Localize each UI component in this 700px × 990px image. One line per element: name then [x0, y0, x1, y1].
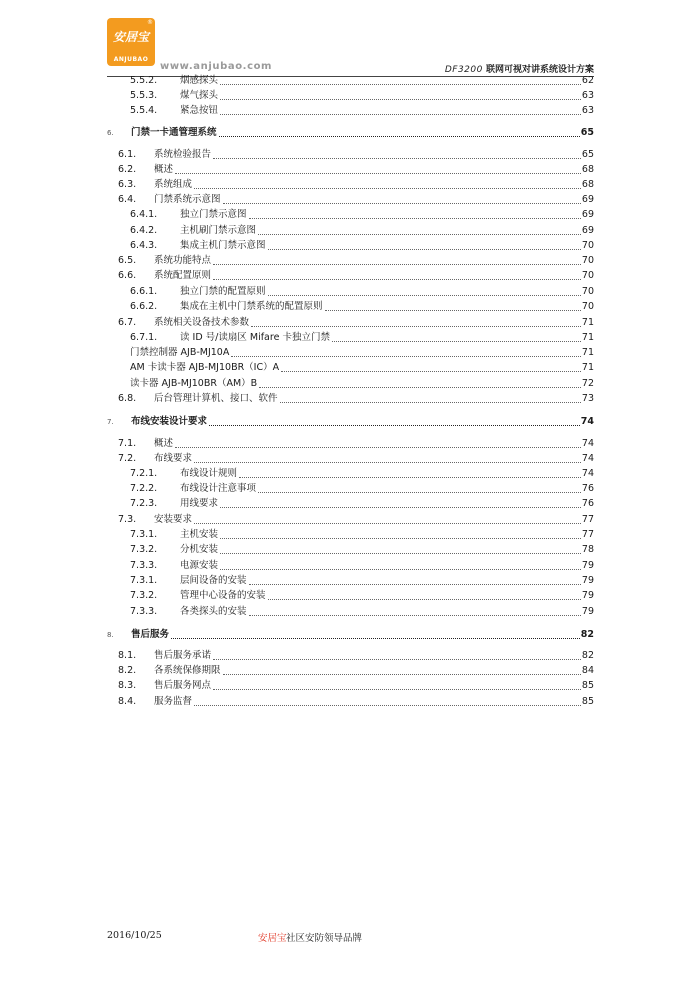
toc-entry[interactable]: [0, 285, 700, 299]
toc-entry-title: 主机刷门禁示意图: [180, 225, 257, 236]
registered-mark: ®: [147, 19, 153, 26]
toc-entry-page: 71: [581, 362, 594, 373]
toc-entry-page: 74: [581, 468, 594, 479]
toc-dot-leader: [209, 425, 580, 426]
toc-entry-title: 系统配置原则: [154, 270, 212, 281]
toc-entry[interactable]: [0, 679, 700, 693]
toc-dot-leader: [258, 234, 581, 235]
toc-dot-leader: [223, 674, 581, 675]
toc-entry-title: 系统相关设备技术参数: [154, 317, 250, 328]
toc-dot-leader: [249, 218, 581, 219]
toc-entry-number: 7.3.3.: [130, 606, 158, 617]
toc-entry-page: 72: [581, 378, 594, 389]
toc-entry[interactable]: [0, 392, 700, 406]
toc-entry-title: 分机安装: [180, 544, 219, 555]
toc-entry-page: 70: [581, 255, 594, 266]
toc-entry-title: 系统功能特点: [154, 255, 212, 266]
toc-entry-page: 70: [581, 286, 594, 297]
toc-entry[interactable]: [0, 224, 700, 238]
toc-entry-title: 布线设计注意事项: [180, 483, 257, 494]
logo-text: 安居宝: [112, 30, 149, 44]
toc-entry-page: 84: [581, 665, 594, 676]
toc-entry-page: 74: [581, 438, 594, 449]
toc-entry[interactable]: [0, 193, 700, 207]
toc-dot-leader: [213, 158, 581, 159]
toc-dot-leader: [220, 114, 581, 115]
toc-entry-page: 68: [581, 164, 594, 175]
toc-dot-leader: [220, 569, 581, 570]
toc-entry[interactable]: [0, 89, 700, 103]
toc-entry-number: 6.4.: [118, 194, 137, 205]
toc-dot-leader: [175, 173, 581, 174]
toc-entry-page: 79: [581, 560, 594, 571]
toc-entry-number: 7.2.1.: [130, 468, 158, 479]
toc-entry[interactable]: [0, 148, 700, 162]
toc-entry-number: 6.4.3.: [130, 240, 158, 251]
toc-entry-number: 6.6.: [118, 270, 137, 281]
toc-entry-page: 79: [581, 606, 594, 617]
toc-dot-leader: [219, 136, 580, 137]
toc-entry-number: 7.2.3.: [130, 498, 158, 509]
toc-entry-title: 各系统保修期限: [154, 665, 221, 676]
toc-dot-leader: [239, 477, 581, 478]
toc-entry[interactable]: [0, 437, 700, 451]
toc-entry-page: 63: [581, 90, 594, 101]
toc-entry-title: 独立门禁的配置原则: [180, 286, 266, 297]
logo-subtext: ANJUBAO: [113, 56, 149, 63]
toc-entry-number: 8.3.: [118, 680, 137, 691]
toc-entry-title: 概述: [154, 164, 174, 175]
toc-entry[interactable]: [0, 331, 700, 345]
toc-entry-number: 8.1.: [118, 650, 137, 661]
toc-entry-page: 68: [581, 179, 594, 190]
toc-entry-number: 6.1.: [118, 149, 137, 160]
toc-entry-number: 6.4.2.: [130, 225, 158, 236]
toc-dot-leader: [280, 402, 581, 403]
toc-dot-leader: [325, 310, 581, 311]
toc-entry-page: 70: [581, 270, 594, 281]
toc-entry-number: 5.5.2.: [130, 75, 158, 86]
toc-entry[interactable]: [0, 208, 700, 222]
toc-entry-number: 6.5.: [118, 255, 137, 266]
toc-entry-page: 82: [580, 629, 594, 640]
toc-entry-page: 69: [581, 194, 594, 205]
toc-entry[interactable]: [0, 605, 700, 619]
footer-brand: 安居宝: [258, 933, 287, 944]
toc-entry[interactable]: [0, 163, 700, 177]
toc-dot-leader: [220, 538, 581, 539]
toc-entry[interactable]: [0, 316, 700, 330]
toc-entry-page: 74: [581, 453, 594, 464]
toc-entry-number: 8.2.: [118, 665, 137, 676]
toc-entry[interactable]: [0, 589, 700, 603]
toc-dot-leader: [194, 188, 581, 189]
company-logo: [107, 18, 155, 66]
toc-entry-title: 概述: [154, 438, 174, 449]
toc-entry-number: 6.6.1.: [130, 286, 158, 297]
toc-entry-title: 服务监督: [154, 696, 193, 707]
toc-entry-page: 70: [581, 301, 594, 312]
toc-entry-number: 5.5.4.: [130, 105, 158, 116]
toc-entry-page: 74: [580, 416, 594, 427]
toc-entry[interactable]: [0, 361, 700, 375]
toc-entry-number: 6.8.: [118, 393, 137, 404]
toc-dot-leader: [268, 599, 581, 600]
toc-entry[interactable]: [0, 513, 700, 527]
toc-entry-title: 布线安装设计要求: [131, 416, 208, 427]
toc-entry-page: 78: [581, 544, 594, 555]
toc-dot-leader: [220, 553, 581, 554]
toc-entry-page: 69: [581, 209, 594, 220]
toc-entry-title: 门禁控制器 AJB-MJ10A: [130, 347, 230, 358]
toc-entry[interactable]: [0, 695, 700, 709]
toc-entry[interactable]: [0, 377, 700, 391]
toc-dot-leader: [213, 659, 581, 660]
toc-entry-page: 77: [581, 514, 594, 525]
toc-entry[interactable]: [0, 559, 700, 573]
toc-entry-title: 集成主机门禁示意图: [180, 240, 266, 251]
toc-entry-title: 布线设计规则: [180, 468, 238, 479]
toc-dot-leader: [213, 264, 581, 265]
toc-entry-title: 系统组成: [154, 179, 193, 190]
toc-entry-title: 门禁系统示意图: [154, 194, 221, 205]
toc-entry[interactable]: [0, 254, 700, 268]
toc-entry[interactable]: [0, 452, 700, 466]
toc-entry-number: 7.3.: [118, 514, 137, 525]
toc-entry-title: 各类探头的安装: [180, 606, 247, 617]
toc-dot-leader: [194, 523, 581, 524]
toc-entry[interactable]: [0, 178, 700, 192]
toc-entry-page: 85: [581, 680, 594, 691]
toc-dot-leader: [175, 447, 581, 448]
toc-entry[interactable]: [0, 126, 700, 140]
toc-entry-title: 电源安装: [180, 560, 219, 571]
toc-entry-title: 售后服务: [131, 629, 170, 640]
toc-entry[interactable]: [0, 239, 700, 253]
toc-dot-leader: [249, 615, 581, 616]
toc-entry[interactable]: [0, 574, 700, 588]
toc-entry-page: 73: [581, 393, 594, 404]
toc-dot-leader: [194, 462, 581, 463]
toc-entry[interactable]: [0, 649, 700, 663]
toc-entry[interactable]: [0, 528, 700, 542]
toc-dot-leader: [258, 492, 581, 493]
toc-dot-leader: [231, 356, 581, 357]
toc-entry-title: 后台管理计算机、接口、软件: [154, 393, 278, 404]
toc-entry-number: 5.5.3.: [130, 90, 158, 101]
toc-entry-title: 读 ID 号/读扇区 Mifare 卡独立门禁: [180, 332, 330, 343]
toc-entry-number: 7.3.3.: [130, 560, 158, 571]
toc-dot-leader: [213, 279, 581, 280]
footer-slogan: 社区安防领导品牌: [286, 933, 363, 944]
toc-entry-page: 71: [581, 332, 594, 343]
toc-entry-number: 7.3.2.: [130, 590, 158, 601]
toc-dot-leader: [223, 203, 581, 204]
toc-dot-leader: [220, 99, 581, 100]
toc-entry[interactable]: [0, 346, 700, 360]
toc-entry-title: 独立门禁示意图: [180, 209, 247, 220]
toc-dot-leader: [171, 638, 580, 639]
toc-entry-page: 76: [581, 498, 594, 509]
toc-entry[interactable]: [0, 300, 700, 314]
toc-dot-leader: [220, 84, 581, 85]
toc-entry-page: 77: [581, 529, 594, 540]
toc-entry-page: 71: [581, 317, 594, 328]
toc-dot-leader: [213, 689, 581, 690]
toc-entry-page: 85: [581, 696, 594, 707]
toc-entry-number: 7.3.2.: [130, 544, 158, 555]
toc-entry-title: 布线要求: [154, 453, 193, 464]
website-url: www.anjubao.com: [160, 61, 273, 72]
toc-entry-number: 6.: [107, 129, 114, 137]
toc-dot-leader: [268, 295, 581, 296]
toc-dot-leader: [268, 249, 581, 250]
toc-entry-page: 70: [581, 240, 594, 251]
toc-entry[interactable]: [0, 543, 700, 557]
toc-entry-title: 用线要求: [180, 498, 219, 509]
toc-entry-number: 8.4.: [118, 696, 137, 707]
toc-dot-leader: [249, 584, 581, 585]
toc-entry[interactable]: [0, 467, 700, 481]
toc-entry[interactable]: [0, 482, 700, 496]
toc-entry-page: 76: [581, 483, 594, 494]
toc-entry-title: 门禁一卡通管理系统: [131, 127, 217, 138]
toc-entry-title: 管理中心设备的安装: [180, 590, 266, 601]
toc-entry-title: 售后服务网点: [154, 680, 212, 691]
document-title-text: 联网可视对讲系统设计方案: [482, 65, 594, 75]
toc-dot-leader: [332, 341, 581, 342]
toc-entry-number: 6.6.2.: [130, 301, 158, 312]
toc-dot-leader: [194, 705, 581, 706]
toc-entry-page: 79: [581, 575, 594, 586]
toc-entry-number: 7.2.: [118, 453, 137, 464]
toc-dot-leader: [251, 326, 581, 327]
toc-entry-title: 售后服务承诺: [154, 650, 212, 661]
toc-entry-page: 79: [581, 590, 594, 601]
toc-entry-title: AM 卡读卡器 AJB-MJ10BR（IC）A: [130, 362, 280, 373]
toc-entry-page: 65: [581, 149, 594, 160]
toc-entry-page: 65: [580, 127, 594, 138]
toc-dot-leader: [259, 387, 581, 388]
toc-entry-number: 6.3.: [118, 179, 137, 190]
toc-entry-title: 层间设备的安装: [180, 575, 247, 586]
toc-entry-number: 7.3.1.: [130, 529, 158, 540]
toc-entry[interactable]: [0, 628, 700, 642]
toc-entry[interactable]: [0, 664, 700, 678]
footer-date: 2016/10/25: [107, 930, 162, 941]
toc-entry-number: 6.7.1.: [130, 332, 158, 343]
toc-entry-number: 7.2.2.: [130, 483, 158, 494]
toc-entry[interactable]: [0, 74, 700, 88]
toc-entry-number: 7.: [107, 418, 114, 426]
toc-entry-page: 69: [581, 225, 594, 236]
toc-entry-title: 煤气探头: [180, 90, 219, 101]
toc-entry-page: 63: [581, 105, 594, 116]
toc-entry[interactable]: [0, 497, 700, 511]
toc-entry-number: 8.: [107, 631, 114, 639]
toc-entry-title: 安装要求: [154, 514, 193, 525]
toc-entry-title: 读卡器 AJB-MJ10BR（AM）B: [130, 378, 258, 389]
toc-entry-title: 烟感探头: [180, 75, 219, 86]
page-footer: [0, 930, 700, 944]
toc-entry-page: 71: [581, 347, 594, 358]
toc-entry[interactable]: [0, 415, 700, 429]
document-code: DF3200: [444, 65, 483, 75]
toc-entry-number: 7.1.: [118, 438, 137, 449]
toc-dot-leader: [220, 507, 581, 508]
toc-entry[interactable]: [0, 104, 700, 118]
toc-entry-number: 6.7.: [118, 317, 137, 328]
toc-entry-number: 6.2.: [118, 164, 137, 175]
toc-entry-title: 系统检验报告: [154, 149, 212, 160]
toc-entry-page: 62: [581, 75, 594, 86]
toc-entry-page: 82: [581, 650, 594, 661]
toc-entry-title: 集成在主机中门禁系统的配置原则: [180, 301, 323, 312]
toc-entry-title: 紧急按钮: [180, 105, 219, 116]
toc-entry-title: 主机安装: [180, 529, 219, 540]
toc-entry[interactable]: [0, 269, 700, 283]
toc-entry-number: 7.3.1.: [130, 575, 158, 586]
toc-entry-number: 6.4.1.: [130, 209, 158, 220]
toc-dot-leader: [281, 371, 581, 372]
